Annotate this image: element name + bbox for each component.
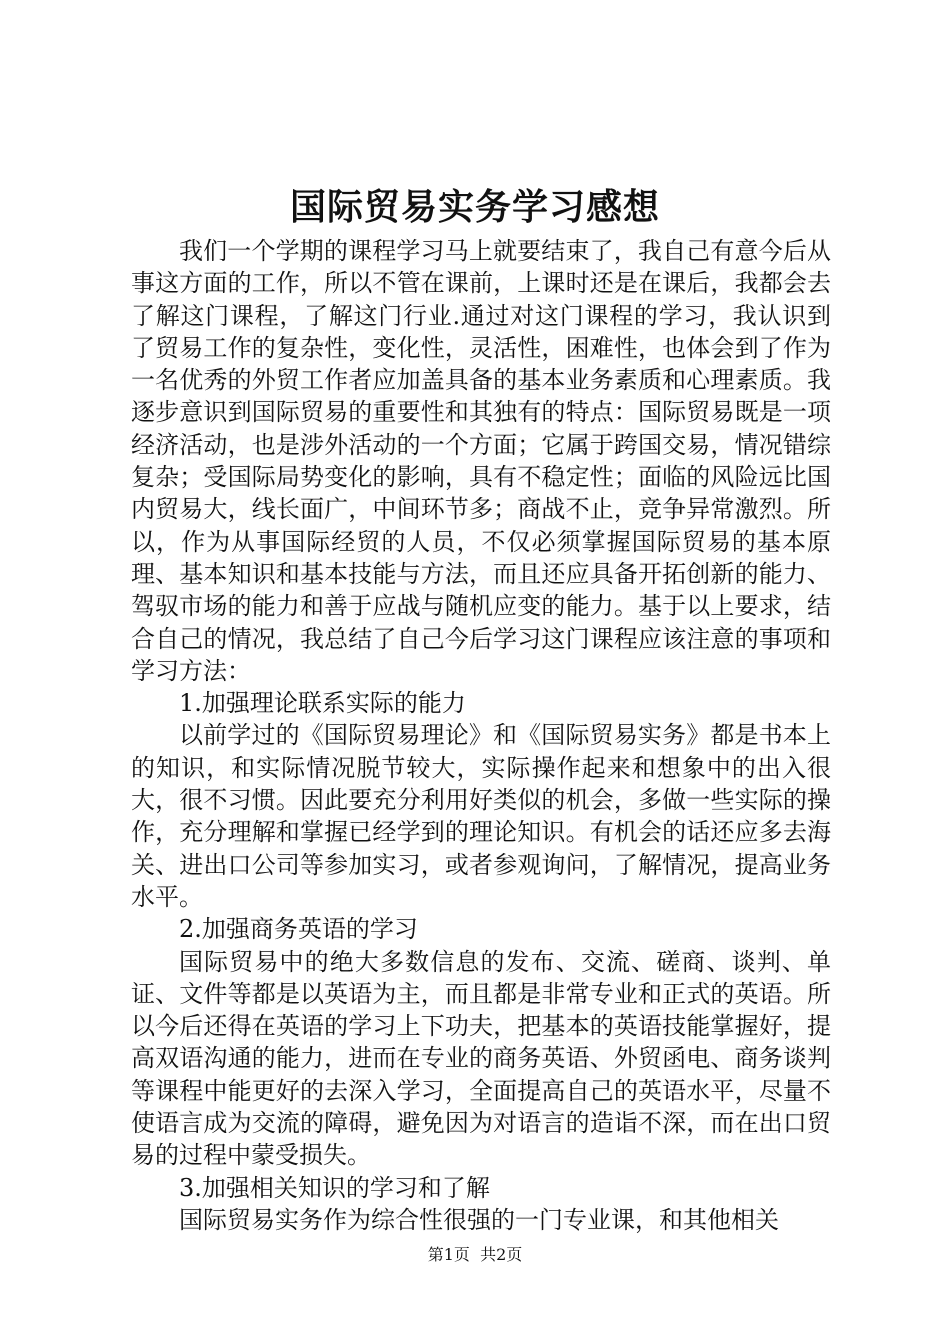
document-body <box>131 235 831 1236</box>
section-heading-3: 3.加强相关知识的学习和了解 <box>179 1173 490 1202</box>
document-title: 国际贸易实务学习感想 <box>289 186 660 228</box>
paragraph-section-1: 以前学过的《国际贸易理论》和《国际贸易实务》都是书本上的知识，和实际情况脱节较大，实际操作起来和想象中的出入很大，很不习惯。因此要充分利用好类似的机会，多做一些实际的操作，充分理解和掌握已经学到的理论知识。有机会的话还应多去海关、进出口公司等参加实习，或者参观询问，了解情况，提高业务水平。 <box>131 721 831 911</box>
section-heading-1: 1.加强理论联系实际的能力 <box>179 689 466 718</box>
page-number: 第1页 <box>427 1245 470 1264</box>
paragraph-section-3: 国际贸易实务作为综合性很强的一门专业课，和其他相关 <box>179 1205 779 1234</box>
paragraph-section-2: 国际贸易中的绝大多数信息的发布、交流、磋商、谈判、单证、文件等都是以英语为主，而且都是非常专业和正式的英语。所以今后还得在英语的学习上下功夫，把基本的英语技能掌握好，提高双语沟通的能力，进而在专业的商务英语、外贸函电、商务谈判等课程中能更好的去深入学习，全面提高自己的英语水平，尽量不使语言成为交流的障碍，避免因为对语言的造诣不深，而在出口贸易的过程中蒙受损失。 <box>131 947 831 1170</box>
paragraph-intro: 我们一个学期的课程学习马上就要结束了，我自己有意今后从事这方面的工作，所以不管在课前，上课时还是在课后，我都会去了解这门课程，了解这门行业.通过对这门课程的学习，我认识到了贸易工作的复杂性，变化性，灵活性，困难性，也体会到了作为一名优秀的外贸工作者应加盖具备的基本业务素质和心理素质。我逐步意识到国际贸易的重要性和其独有的特点：国际贸易既是一项经济活动，也是涉外活动的一个方面；它属于跨国交易，情况错综复杂；受国际局势变化的影响，具有不稳定性；面临的风险远比国内贸易大，线长面广，中间环节多；商战不止，竞争异常激烈。所以，作为从事国际经贸的人员，不仅必须掌握国际贸易的基本原理、基本知识和基本技能与方法，而且还应具备开拓创新的能力、驾驭市场的能力和善于应战与随机应变的能力。基于以上要求，结合自己的情况，我总结了自己今后学习这门课程应该注意的事项和学习方法： <box>131 237 831 685</box>
page-total: 共2页 <box>480 1245 523 1264</box>
page-footer <box>0 1244 950 1266</box>
section-heading-2: 2.加强商务英语的学习 <box>179 915 418 944</box>
